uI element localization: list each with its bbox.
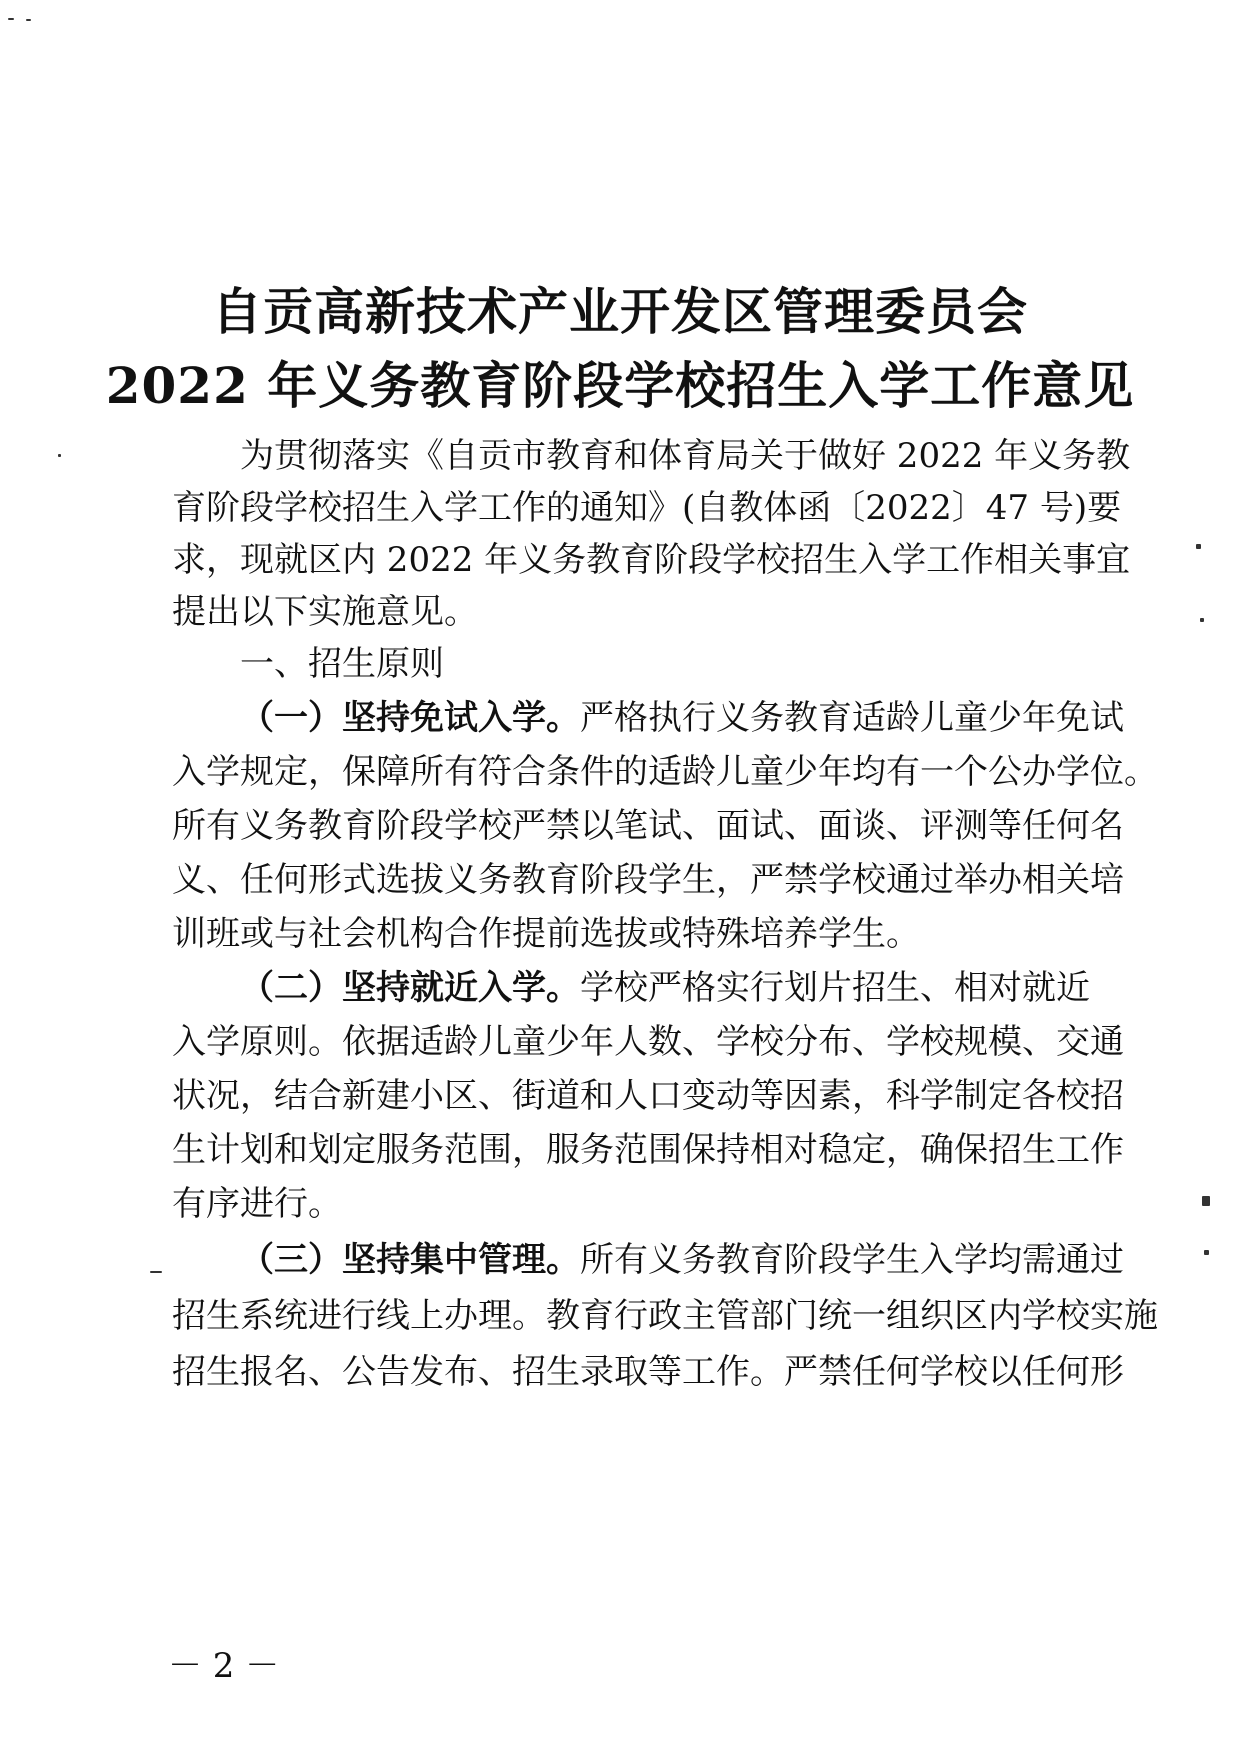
scan-speck [58, 454, 61, 457]
item-1-line-2: 入学规定，保障所有符合条件的适龄儿童少年均有一个公办学位。 [172, 752, 1158, 792]
item-1-line-1 [240, 698, 1124, 738]
item-1-line-3: 所有义务教育阶段学校严禁以笔试、面试、面谈、评测等任何名 [172, 806, 1124, 846]
section-heading-principles: 一、招生原则 [240, 644, 444, 684]
scan-speck [26, 19, 31, 21]
intro-line-3: 求，现就区内 2022 年义务教育阶段学校招生入学工作相关事宜 [172, 540, 1131, 580]
intro-line-4: 提出以下实施意见。 [172, 592, 478, 632]
scan-speck [1200, 618, 1204, 622]
scan-speck [1202, 1196, 1210, 1206]
item-3-line-2: 招生系统进行线上办理。教育行政主管部门统一组织区内学校实施 [172, 1296, 1158, 1336]
item-1-line-1-text: 严格执行义务教育适龄儿童少年免试 [580, 698, 1124, 738]
item-3-line-3: 招生报名、公告发布、招生录取等工作。严禁任何学校以任何形 [172, 1352, 1124, 1392]
document-title-line-1: 自贡高新技术产业开发区管理委员会 [212, 282, 1028, 341]
document-title-line-2: 2022 年义务教育阶段学校招生入学工作意见 [105, 356, 1135, 415]
item-2-line-4: 生计划和划定服务范围，服务范围保持相对稳定，确保招生工作 [172, 1130, 1124, 1170]
item-2-line-3: 状况，结合新建小区、街道和人口变动等因素，科学制定各校招 [172, 1076, 1124, 1116]
item-2-line-2: 入学原则。依据适龄儿童少年人数、学校分布、学校规模、交通 [172, 1022, 1124, 1062]
item-2-label: （二）坚持就近入学。 [240, 968, 580, 1008]
item-2-line-5: 有序进行。 [172, 1184, 342, 1224]
scan-speck [1204, 1250, 1209, 1255]
item-3-line-1 [240, 1240, 1124, 1280]
item-3-label: （三）坚持集中管理。 [240, 1240, 580, 1280]
item-1-line-5: 训班或与社会机构合作提前选拔或特殊培养学生。 [172, 914, 920, 954]
page-number: － 2 － [168, 1646, 280, 1686]
item-1-line-4: 义、任何形式选拔义务教育阶段学生，严禁学校通过举办相关培 [172, 860, 1124, 900]
scan-speck [1196, 544, 1201, 549]
scan-speck [150, 1271, 162, 1273]
scan-speck [8, 18, 14, 20]
item-2-line-1-text: 学校严格实行划片招生、相对就近 [580, 968, 1090, 1008]
item-1-label: （一）坚持免试入学。 [240, 698, 580, 738]
item-3-line-1-text: 所有义务教育阶段学生入学均需通过 [580, 1240, 1124, 1280]
intro-line-2: 育阶段学校招生入学工作的通知》(自教体函〔2022〕47 号)要 [172, 488, 1122, 528]
item-2-line-1 [240, 968, 1088, 1008]
intro-line-1: 为贯彻落实《自贡市教育和体育局关于做好 2022 年义务教 [240, 436, 1131, 476]
